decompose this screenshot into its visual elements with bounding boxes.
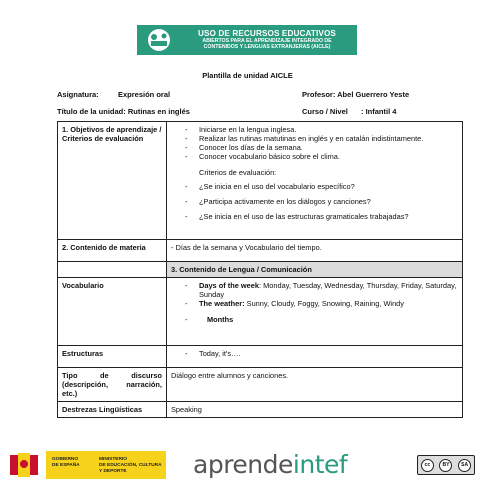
banner-line-3: CONTENIDOS Y LENGUAS EXTRANJERAS (AICLE)	[203, 44, 331, 51]
list-item: - Iniciarse en la lengua inglesa.	[171, 125, 458, 134]
ministerio-text: MINISTERIO	[99, 457, 127, 462]
ministerio-line3: Y DEPORTE	[99, 468, 127, 474]
list-item: - Conocer los días de la semana.	[171, 143, 458, 152]
table-row	[58, 368, 463, 402]
cc-icon: cc	[421, 459, 434, 472]
section-3-header: 3. Contenido de Lengua / Comunicación	[167, 262, 463, 278]
discurso-value: Diálogo entre alumnos y canciones.	[167, 368, 463, 402]
discurso-label: Tipo de discurso (descripción, narración, etc.)	[58, 368, 167, 402]
gobierno-logo	[4, 451, 164, 479]
curso-value: : Infantil 4	[361, 107, 397, 116]
table-row	[58, 240, 463, 262]
document-title: Plantilla de unidad AICLE	[202, 71, 293, 80]
list-item: - ¿Se inicia en el uso del vocabulario específico?	[171, 182, 458, 191]
asignatura-value: Expresión oral	[118, 90, 171, 99]
ministerio-line2: DE EDUCACIÓN, CULTURA	[99, 462, 162, 468]
destrezas-value: Speaking	[167, 402, 463, 418]
unit-table	[57, 121, 463, 418]
espana-text: DE ESPAÑA	[52, 462, 80, 468]
list-item: - Conocer vocabulario básico sobre el clima.	[171, 152, 458, 161]
vocabulario-cell	[167, 278, 463, 346]
titulo-unidad: Título de la unidad: Rutinas en inglés	[57, 107, 190, 116]
aprende-intef-logo: aprendeintef	[193, 450, 348, 479]
list-item: - The weather: Sunny, Cloudy, Foggy, Snowing, Raining, Windy	[171, 299, 458, 308]
banner-line-1: USO DE RECURSOS EDUCATIVOS	[197, 28, 336, 38]
objetivos-cell	[167, 122, 463, 240]
list-item: - Months	[171, 315, 458, 324]
destrezas-label: Destrezas Lingüísticas	[58, 402, 167, 418]
estructuras-label: Estructuras	[58, 346, 167, 368]
estructuras-cell	[167, 346, 463, 368]
empty-cell	[58, 262, 167, 278]
table-row	[58, 278, 463, 346]
profesor-field: Profesor: Abel Guerrero Yeste	[302, 90, 410, 99]
table-row	[58, 402, 463, 418]
gobierno-text: GOBIERNO	[52, 457, 79, 462]
curso-label: Curso / Nivel	[302, 107, 348, 116]
vocabulario-label: Vocabulario	[58, 278, 167, 346]
table-row	[58, 262, 463, 278]
list-item: - Realizar las rutinas matutinas en inglés y en catalán indistintamente.	[171, 134, 458, 143]
cc-license-badge[interactable]	[417, 455, 475, 475]
list-item: - Days of the week: Monday, Tuesday, Wednesday, Thursday, Friday, Saturday, Sunday	[171, 281, 458, 299]
aicle-banner	[137, 25, 357, 55]
contenido-label: 2. Contenido de materia	[58, 240, 167, 262]
table-row	[58, 122, 463, 240]
objetivos-label: 1. Objetivos de aprendizaje / Criterios de evaluación	[58, 122, 167, 240]
by-icon: BY	[439, 459, 452, 472]
table-row	[58, 346, 463, 368]
contenido-value: - Días de la semana y Vocabulario del tiempo.	[167, 240, 463, 262]
classroom-icon	[141, 27, 177, 53]
banner-line-2: ABIERTOS PARA EL APRENDIZAJE INTEGRADO DE	[202, 37, 332, 44]
footer	[0, 447, 495, 487]
list-item: - ¿Se inicia en el uso de las estructuras gramaticales trabajadas?	[171, 212, 458, 221]
list-item: - Today, it's….	[171, 349, 458, 358]
criterios-title: Criterios de evaluación:	[199, 168, 277, 178]
asignatura-label: Asignatura:	[57, 90, 99, 99]
sa-icon: SA	[458, 459, 471, 472]
coat-of-arms-icon	[4, 451, 44, 479]
list-item: - ¿Participa activamente en los diálogos y canciones?	[171, 197, 458, 206]
